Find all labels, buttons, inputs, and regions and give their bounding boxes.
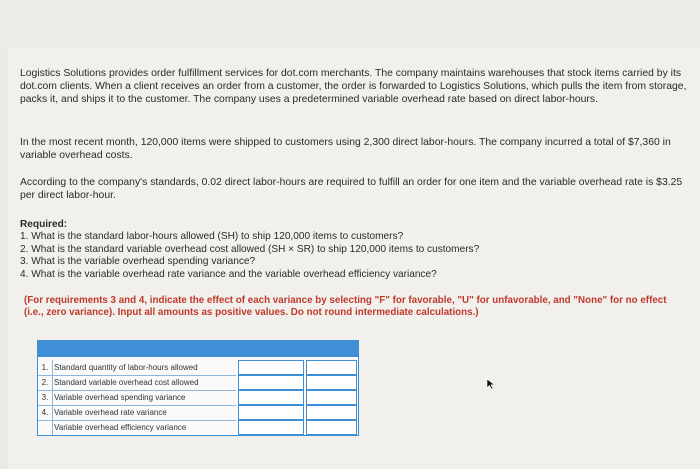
row-label: Standard variable overhead cost allowed bbox=[54, 378, 199, 387]
row-number: 2. bbox=[38, 375, 53, 390]
row-number: 4. bbox=[38, 405, 53, 420]
answer-table bbox=[37, 340, 359, 436]
table-row bbox=[38, 360, 358, 375]
row-label: Variable overhead efficiency variance bbox=[54, 423, 187, 432]
mouse-pointer-icon bbox=[486, 378, 498, 390]
required-item-3: 3. What is the variable overhead spending variance? bbox=[20, 256, 256, 268]
row-label: Variable overhead rate variance bbox=[54, 408, 167, 417]
rate-variance-input[interactable] bbox=[238, 405, 304, 420]
top-band bbox=[0, 0, 700, 48]
standards-paragraph: According to the company's standards, 0.02 direct labor-hours are required to fulfill an order for one item and the variable overhead rate is $3.25 per direct labor-hour. bbox=[20, 177, 683, 201]
row-number: 3. bbox=[38, 390, 53, 405]
standard-labor-hours-input[interactable] bbox=[238, 360, 304, 375]
table-row bbox=[38, 405, 358, 420]
monthly-data-paragraph: In the most recent month, 120,000 items were shipped to customers using 2,300 direct labor-hours. The company incurred a total of $7,360 in variable overhead costs. bbox=[20, 137, 671, 161]
row-label: Variable overhead spending variance bbox=[54, 393, 186, 402]
problem-intro-paragraph: Logistics Solutions provides order fulfillment services for dot.com merchants. The company maintains warehouses that stock items carried by its dot.com clients. When a client receives an order from a customer, the order is forwarded to Logistics Solutions, which pulls the item from storage, packs it, and ships it to the customer. The company uses a predetermined variable overhead rate based on direct labor-hours. bbox=[20, 68, 687, 105]
row-label: Standard quantity of labor-hours allowed bbox=[54, 363, 198, 372]
row-number: 1. bbox=[38, 360, 53, 375]
efficiency-variance-input[interactable] bbox=[238, 420, 304, 435]
standard-overhead-cost-input[interactable] bbox=[238, 375, 304, 390]
required-heading: Required: bbox=[20, 219, 68, 230]
row-number bbox=[38, 420, 53, 435]
required-item-4: 4. What is the variable overhead rate variance and the variable overhead efficiency variance? bbox=[20, 268, 437, 280]
spending-variance-input[interactable] bbox=[238, 390, 304, 405]
spending-variance-effect-select[interactable] bbox=[306, 390, 357, 405]
rate-variance-effect-select[interactable] bbox=[306, 405, 357, 420]
required-item-1: 1. What is the standard labor-hours allowed (SH) to ship 120,000 items to customers? bbox=[20, 231, 404, 243]
table-row bbox=[38, 390, 358, 405]
required-section bbox=[20, 219, 680, 281]
standard-labor-hours-effect[interactable] bbox=[306, 360, 357, 375]
answer-table-header bbox=[38, 341, 358, 357]
efficiency-variance-effect-select[interactable] bbox=[306, 420, 357, 435]
instructions-note: (For requirements 3 and 4, indicate the effect of each variance by selecting "F" for favorable, "U" for unfavorable, and "None" for no effect (i.e., zero variance). Input all amounts as positive values. Do not round intermediate calculations.) bbox=[24, 295, 667, 319]
standard-overhead-cost-effect[interactable] bbox=[306, 375, 357, 390]
required-item-2: 2. What is the standard variable overhead cost allowed (SH × SR) to ship 120,000 items to customers? bbox=[20, 243, 480, 255]
table-row bbox=[38, 375, 358, 390]
table-row bbox=[38, 420, 358, 435]
